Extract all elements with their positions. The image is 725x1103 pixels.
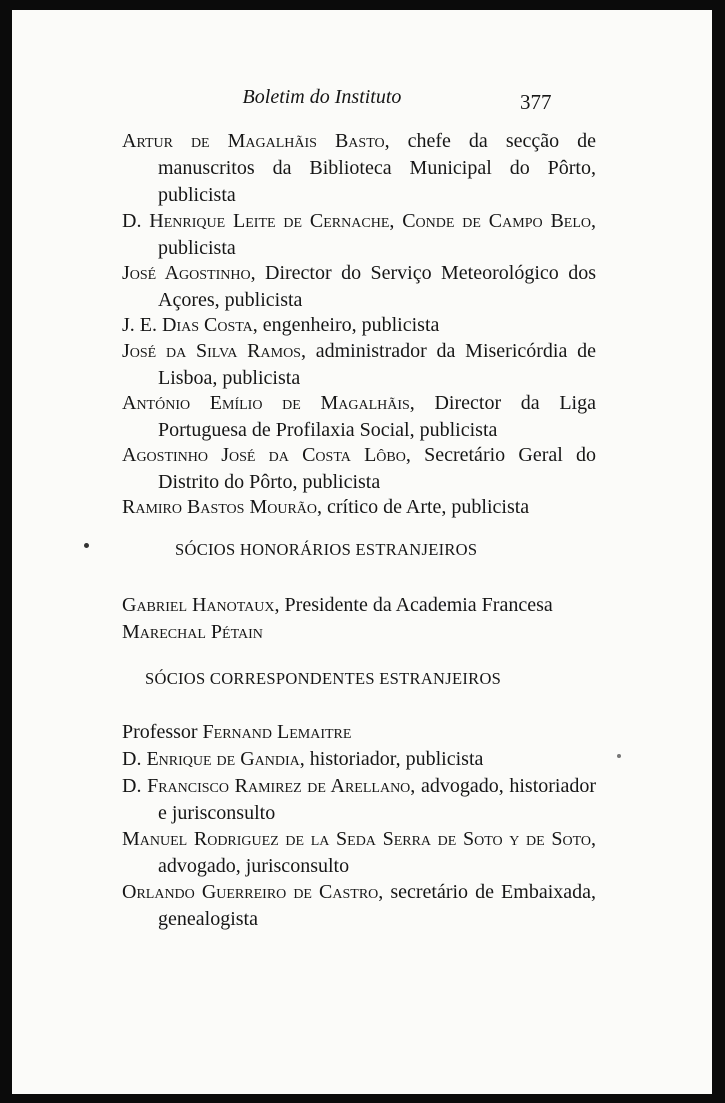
list-item [122,619,596,646]
member-description: , secretário de Embaixada, genealogista [158,881,597,930]
member-name: Gabriel Hanotaux [122,594,275,616]
paper-speck [617,754,621,758]
member-description: , historiador, publicista [299,748,484,770]
list-item [122,390,596,444]
member-prefix: D. [122,775,148,797]
member-prefix: Professor [122,721,203,743]
member-name: Marechal Pétain [122,621,263,643]
member-prefix: D. [122,748,147,770]
member-description: , Presidente da Academia Francesa [274,594,553,616]
member-description: , advogado, historiador e jurisconsulto [158,775,596,824]
member-description: , administrador da Misericórdia de Lisboa, publicista [158,340,596,389]
section-heading-correspondent: SÓCIOS CORRESPONDENTES ESTRANJEIROS [145,669,502,688]
list-item [122,312,596,339]
paper-speck [84,543,89,548]
page-number: 377 [520,90,552,114]
page-header [12,86,712,116]
section-heading-honorary: SÓCIOS HONORÁRIOS ESTRANJEIROS [175,540,478,559]
list-item [122,746,596,773]
member-name: Manuel Rodriguez de la Seda Serra de Soto y de Soto [122,828,591,850]
member-name: Agostinho José da Costa Lôbo [122,444,406,466]
document-page [12,10,712,1094]
member-name: Artur de Magalhãis Basto [122,130,385,152]
list-item [122,338,596,392]
running-title: Boletim do Instituto [242,86,402,108]
member-name: Fernand Lemaitre [202,721,352,743]
list-item [122,494,596,521]
list-item [122,592,596,619]
member-name: Francisco Ramirez de Arellano [147,775,411,797]
member-description: , Director da Liga Portuguesa de Profilaxia Social, publicista [158,392,596,441]
member-description: , engenheiro, publicista [252,314,440,336]
list-item [122,442,596,496]
list-item [122,208,596,262]
member-description: , publicista [158,210,596,259]
member-description: , chefe da secção de manuscritos da Biblioteca Municipal do Pôrto, publicista [158,130,596,206]
list-item [122,260,596,314]
member-name: D. Henrique Leite de Cernache, Conde de Campo Belo [122,210,591,232]
member-name: J. E. Dias Costa [122,314,253,336]
list-item [122,128,596,209]
member-description: , Director do Serviço Meteorológico dos Açores, publicista [158,262,596,311]
member-name: José Agostinho [122,262,251,284]
member-description: , crítico de Arte, publicista [317,496,530,518]
member-name: António Emílio de Magalhãis [122,392,410,414]
member-description: , advogado, jurisconsulto [158,828,596,877]
list-item [122,879,596,933]
member-name: José da Silva Ramos [122,340,301,362]
member-description: , Secretário Geral do Distrito do Pôrto, publicista [158,444,597,493]
list-item [122,719,596,746]
member-name: Ramiro Bastos Mourão [122,496,318,518]
list-item [122,773,596,827]
member-name: Enrique de Gandia [146,748,300,770]
list-item [122,826,596,880]
member-name: Orlando Guerreiro de Castro [122,881,379,903]
